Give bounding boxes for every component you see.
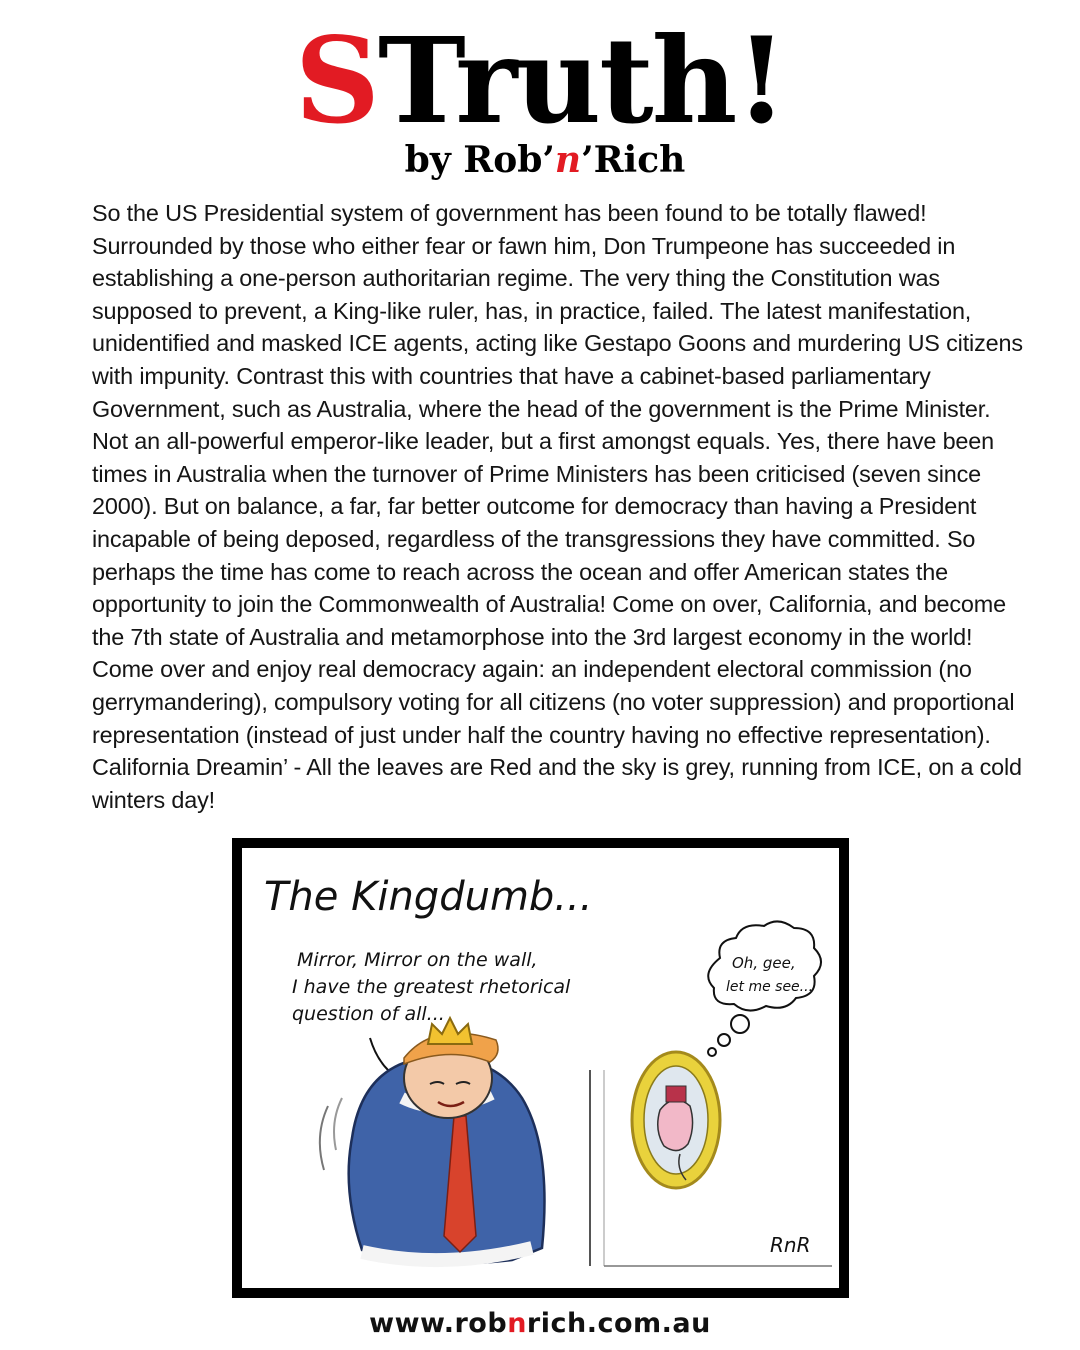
speech-line-3: question of all...: [292, 1003, 445, 1025]
mirror-fez-icon: [666, 1086, 686, 1102]
masthead-title: [0, 11, 1080, 150]
motion-line-1: [320, 1106, 328, 1170]
speech-line-2: I have the greatest rhetorical: [292, 976, 571, 998]
thought-line-2: let me see...: [726, 979, 814, 995]
cartoon-frame: [232, 838, 849, 1298]
speech-pointer: [370, 1038, 388, 1070]
cartoon-title: The Kingdumb...: [264, 874, 593, 920]
byline: [0, 140, 1080, 180]
byline-prefix: by Rob’: [404, 139, 555, 181]
byline-n: n: [554, 139, 582, 181]
thought-dot-large: [731, 1015, 749, 1033]
thought-dot-small: [708, 1048, 716, 1056]
website-url[interactable]: [0, 1306, 1080, 1342]
website-url-suffix: rich.com.au: [526, 1308, 711, 1339]
article-body: So the US Presidential system of government has been found to be totally flawed! Surrounded by those who either fear or fawn him, Don Trumpeone has succeeded in establishing a one-person authoritarian regime. The very thing the Constitution was supposed to prevent, a King-like ruler, has, in practice, failed. The latest manifestation, unidentified and masked ICE agents, acting like Gestapo Goons and murdering US citizens with impunity. Contrast this with countries that have a cabinet-based parliamentary Government, such as Australia, where the head of the government is the Prime Minister. Not an all-powerful emperor-like leader, but a first amongst equals. Yes, there have been times in Australia when the turnover of Prime Ministers has been criticised (seven since 2000). But on balance, a far, far better outcome for democracy than having a President incapable of being deposed, regardless of the transgressions they have committed. So perhaps the time has come to reach across the ocean and offer American states the opportunity to join the Commonwealth of Australia! Come on over, California, and become the 7th state of Australia and metamorphose into the 3rd largest economy in the world! Come over and enjoy real democracy again: an independent electoral commission (no gerrymandering), compulsory voting for all citizens (no voter suppression) and proportional representation (instead of just under half the country having no effective representation). California Dreamin’ - All the leaves are Red and the sky is grey, running from ICE, on a cold winters day!: [92, 200, 1023, 813]
mirror-face: [658, 1100, 693, 1151]
thought-line-1: Oh, gee,: [732, 954, 796, 972]
cartoon-illustration: [242, 848, 839, 1288]
speech-line-1: Mirror, Mirror on the wall,: [297, 949, 538, 971]
masthead-title-s: S: [294, 11, 378, 150]
byline-suffix: ’Rich: [581, 139, 686, 181]
website-url-prefix: www.rob: [369, 1308, 508, 1339]
masthead-title-rest: Truth!: [377, 11, 786, 150]
website-url-n: n: [507, 1308, 527, 1339]
motion-line-2: [334, 1098, 342, 1150]
thought-dot-medium: [718, 1034, 730, 1046]
cartoon-signature: RnR: [770, 1233, 811, 1257]
